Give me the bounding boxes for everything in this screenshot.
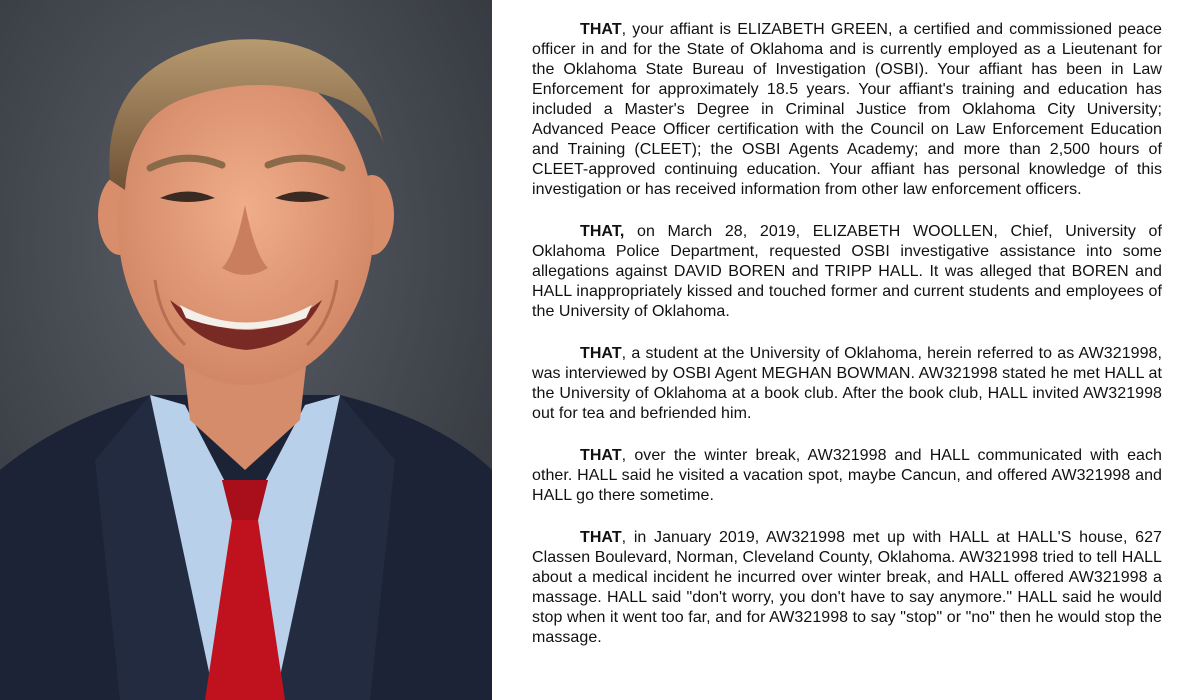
paragraph-keyword: THAT,: [580, 223, 625, 240]
paragraph-body: , in January 2019, AW321998 met up with HALL at HALL'S house, 627 Classen Boulevard, Norman, Cleveland County, Oklahoma. AW321998 tried to tell HALL about a medical incident he incurred over winter break, and HALL offered AW321998 a massage. HALL said "don't worry, you don't have to say anymore." HALL said he would stop when it went too far, and for AW321998 to say "stop" or "no" then he would stop the massage.: [532, 529, 1162, 646]
paragraph-body: , your affiant is ELIZABETH GREEN, a certified and commissioned peace officer in and for the State of Oklahoma and is currently employed as a Lieutenant for the Oklahoma State Bureau of Investigation (OSBI). Your affiant has been in Law Enforcement for approximately 18.5 years. Your affiant's training and education has included a Master's Degree in Criminal Justice from Oklahoma City University; Advanced Peace Officer certification with the Council on Law Enforcement Education and Training (CLEET); the OSBI Agents Academy; and more than 2,500 hours of CLEET-approved continuing education. Your affiant has personal knowledge of this investigation or has received information from other law enforcement officers.: [532, 21, 1162, 198]
paragraph-body: , a student at the University of Oklahoma, herein referred to as AW321998, was interviewed by OSBI Agent MEGHAN BOWMAN. AW321998 stated he met HALL at the University of Oklahoma at a book club. After the book club, HALL invited AW321998 out for tea and befriended him.: [532, 345, 1162, 422]
paragraph-keyword: THAT: [580, 447, 622, 464]
paragraph-keyword: THAT: [580, 21, 622, 38]
paragraph-affiant: [532, 20, 1162, 200]
portrait-photo: [0, 0, 492, 700]
paragraph-body: on March 28, 2019, ELIZABETH WOOLLEN, Chief, University of Oklahoma Police Department, requested OSBI investigative assistance into some allegations against DAVID BOREN and TRIPP HALL. It was alleged that BOREN and HALL inappropriately kissed and touched former and current students and employees of the University of Oklahoma.: [532, 223, 1162, 320]
paragraph-body: , over the winter break, AW321998 and HALL communicated with each other. HALL said he visited a vacation spot, maybe Cancun, and offered AW321998 and HALL go there sometime.: [532, 447, 1162, 504]
portrait-illustration: [0, 0, 492, 700]
affidavit-text: [532, 20, 1162, 670]
panel-divider: [492, 0, 500, 700]
paragraph-winter-break: [532, 446, 1162, 506]
paragraph-january: [532, 528, 1162, 648]
paragraph-request: [532, 222, 1162, 322]
affidavit-document: [500, 0, 1200, 700]
paragraph-interview: [532, 344, 1162, 424]
paragraph-keyword: THAT: [580, 345, 622, 362]
paragraph-keyword: THAT: [580, 529, 622, 546]
